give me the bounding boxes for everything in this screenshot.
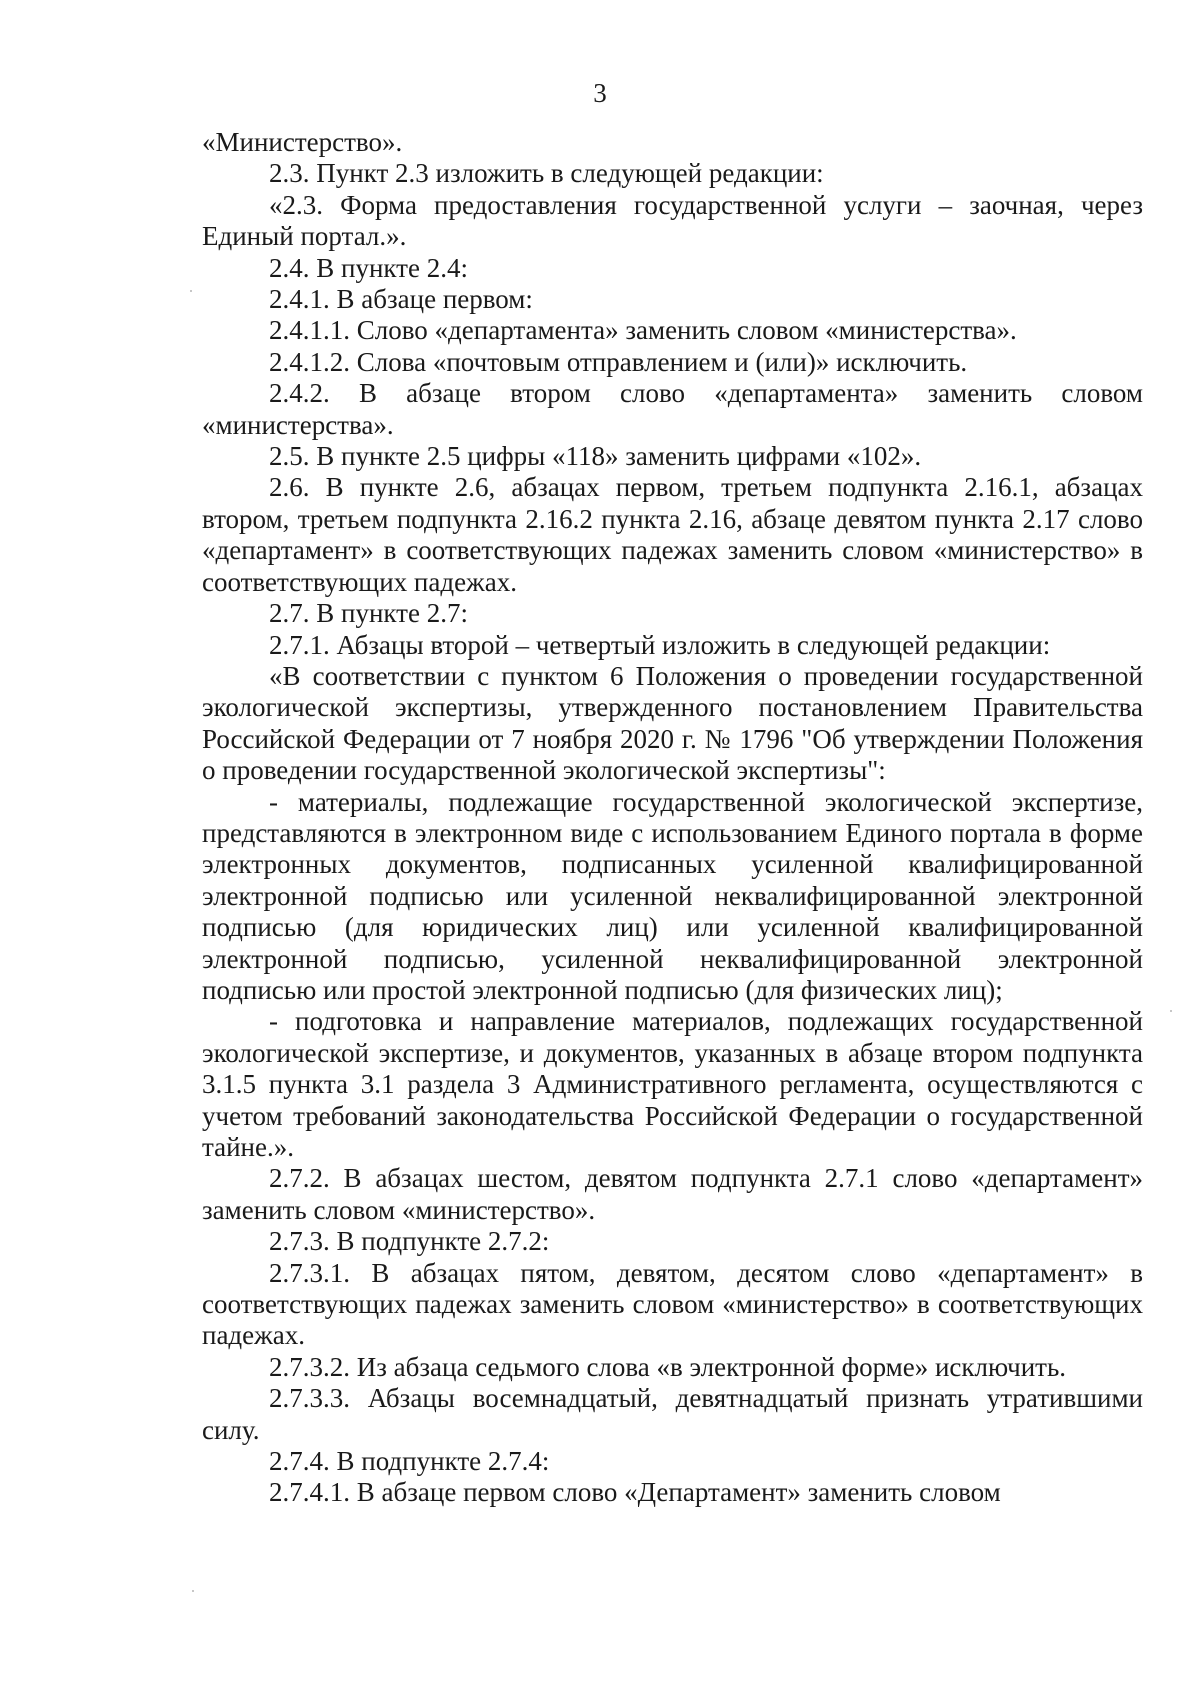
paragraph-continuation: «Министерство». [202,127,403,157]
paragraph-2-3: 2.3. Пункт 2.3 изложить в следующей редакции: [269,158,824,189]
paragraph-2-5: 2.5. В пункте 2.5 цифры «118» заменить цифрами «102». [269,441,922,472]
paragraph-2-7-3-2: 2.7.3.2. Из абзаца седьмого слова «в электронной форме» исключить. [269,1351,1067,1382]
paragraph-2-7-2: 2.7.2. В абзацах шестом, девятом подпункта 2.7.1 слово «департамент» заменить словом «министерство». [202,1163,1143,1225]
paragraph-preparation: - подготовка и направление материалов, подлежащих государственной экологической экспертизе, и документов, указанных в абзаце втором подпункта 3.1.5 пункта 3.1 раздела 3 Административного регламента, осуществляются с учетом требований законодательства Российской Федерации о государственной тайне.». [202,1006,1143,1162]
paragraph-2-4-1-2: 2.4.1.2. Слова «почтовым отправлением и (или)» исключить. [269,346,968,377]
paragraph-2-7-3: 2.7.3. В подпункте 2.7.2: [269,1226,550,1257]
paragraph-2-4-1: 2.4.1. В абзаце первом: [269,284,533,315]
paragraph-2-7-4: 2.7.4. В подпункте 2.7.4: [269,1446,550,1477]
paragraph-2-4-2: 2.4.2. В абзаце втором слово «департамента» заменить словом «министерства». [202,378,1143,440]
paragraph-materials: - материалы, подлежащие государственной экологической экспертизе, представляются в электронном виде с использованием Единого портала в форме электронных документов, подписанных усиленной квалифицированной электронной подписью или усиленной неквалифицированной электронной подписью (для юридических лиц) или усиленной квалифицированной электронной подписью, усиленной неквалифицированной электронной подписью или простой электронной подписью (для физических лиц); [202,786,1143,1005]
paragraph-2-7-1: 2.7.1. Абзацы второй – четвертый изложить в следующей редакции: [269,629,1051,660]
scan-speck [1170,1010,1172,1012]
paragraph-2-3-quote: «2.3. Форма предоставления государственной услуги – заочная, через Единый портал.». [202,189,1143,252]
document-body [202,127,1143,1509]
paragraph-2-7: 2.7. В пункте 2.7: [269,598,468,629]
scan-speck [190,290,192,292]
paragraph-2-4-1-1: 2.4.1.1. Слово «департамента» заменить словом «министерства». [269,315,1017,346]
paragraph-2-7-3-3: 2.7.3.3. Абзацы восемнадцатый, девятнадцатый признать утратившими силу. [202,1383,1143,1445]
paragraph-2-7-3-1: 2.7.3.1. В абзацах пятом, девятом, десятом слово «департамент» в соответствующих падежах заменить словом «министерство» в соответствующих падежах. [202,1257,1143,1351]
paragraph-2-4: 2.4. В пункте 2.4: [269,252,468,283]
paragraph-2-7-4-1: 2.7.4.1. В абзаце первом слово «Департамент» заменить словом [269,1477,1001,1508]
paragraph-2-7-1-quote: «В соответствии с пунктом 6 Положения о проведении государственной экологической экспертизы, утвержденного постановлением Правительства Российской Федерации от 7 ноября 2020 г. № 1796 "Об утверждении Положения о проведении государственной экологической экспертизы": [202,660,1143,786]
paragraph-2-6: 2.6. В пункте 2.6, абзацах первом, третьем подпункта 2.16.1, абзацах втором, третьем подпункта 2.16.2 пункта 2.16, абзаце девятом пункта 2.17 слово «департамент» в соответствующих падежах заменить словом «министерство» в соответствующих падежах. [202,472,1143,597]
page-number: 3 [593,78,607,108]
scan-speck [192,1590,194,1592]
